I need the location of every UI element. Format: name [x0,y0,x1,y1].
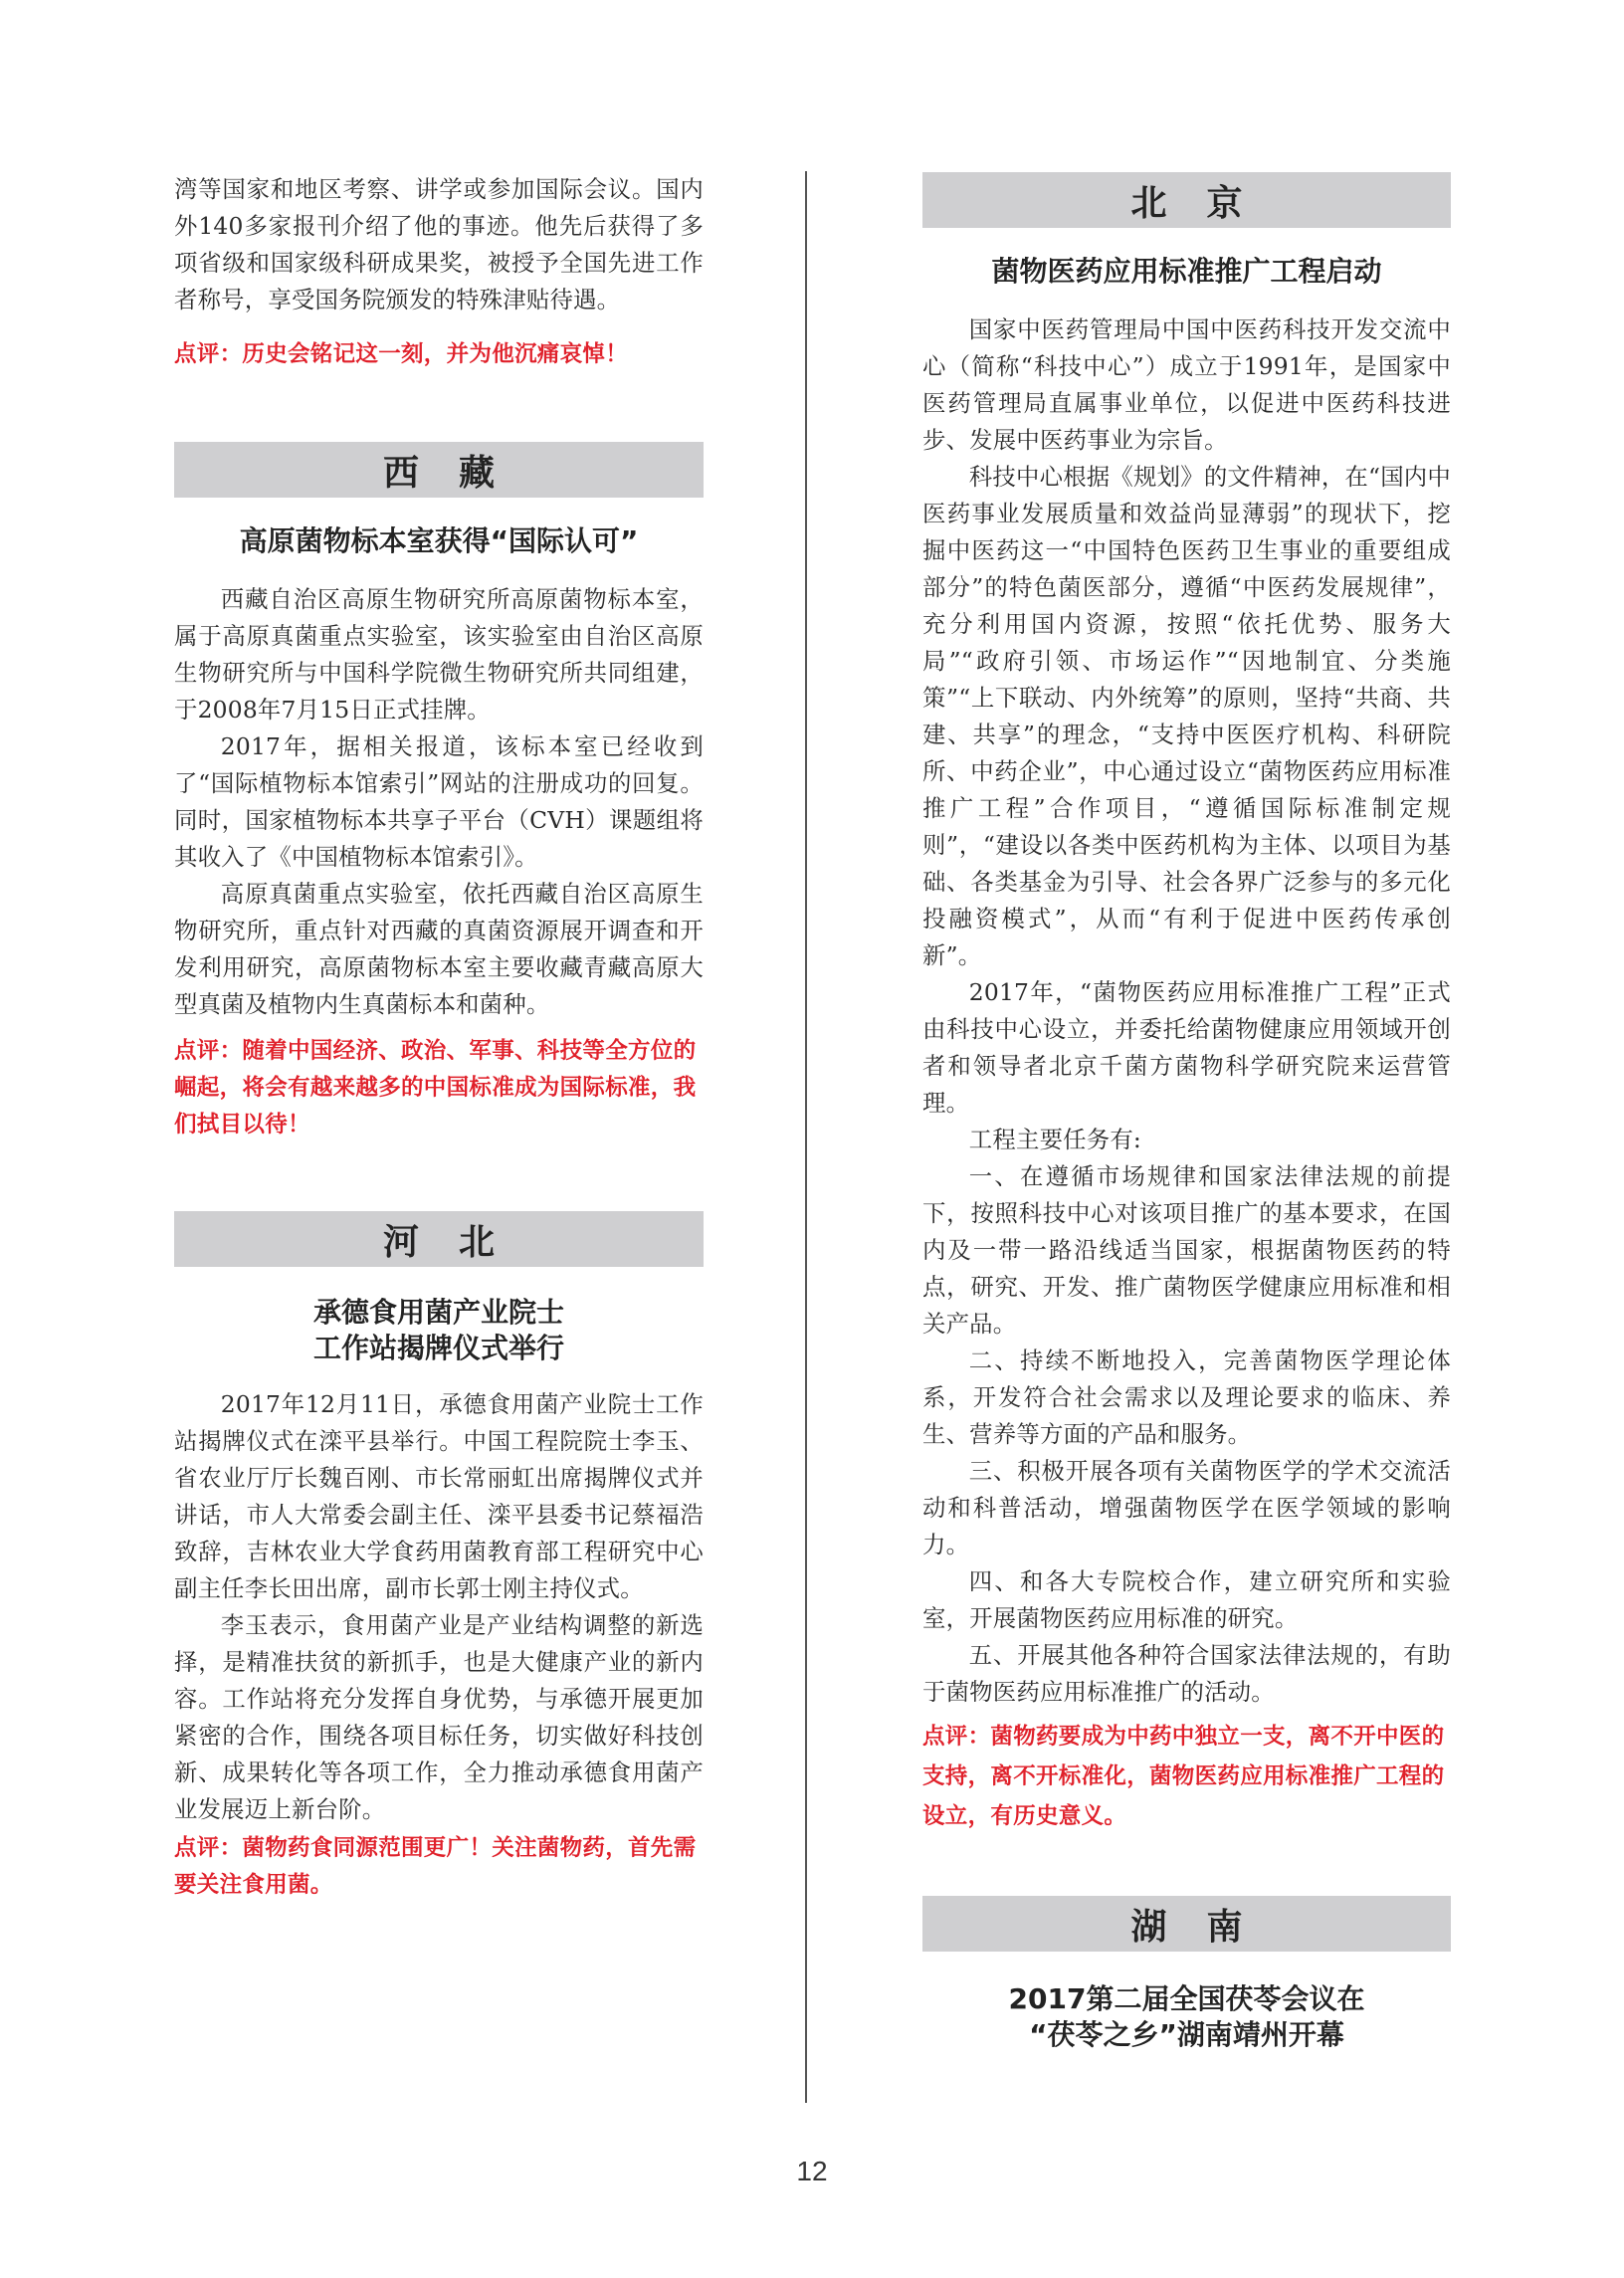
article-paragraph: 2017年12月11日，承德食用菌产业院士工作站揭牌仪式在滦平县举行。中国工程院院士李玉、省农业厅厅长魏百刚、市长常丽虹出席揭牌仪式并讲话，市人大常委会副主任、滦平县委书记蔡福浩致辞，吉林农业大学食药用菌教育部工程研究中心副主任李长田出席，副市长郭士刚主持仪式。 [174,1390,704,1602]
article-hebei [174,1386,704,1828]
section-band-hebei [174,1211,704,1267]
section-title-beijing: 北京 [1130,182,1283,224]
column-divider [805,171,807,2103]
headline-hebei [174,1295,704,1366]
task-item-2: 二、持续不断地投入，完善菌物医学理论体系，开发符合社会需求以及理论要求的临床、养生、营养等方面的产品和服务。 [922,1346,1451,1448]
left-column [174,171,704,1904]
headline-hebei-line2: 工作站揭牌仪式举行 [312,1332,564,1364]
headline-beijing: 菌物医药应用标准推广工程启动 [991,255,1382,288]
article-paragraph: 李玉表示，食用菌产业是产业结构调整的新选择，是精准扶贫的新抓手，也是大健康产业的新内容。工作站将充分发挥自身优势，与承德开展更加紧密的合作，围绕各项目标任务，切实做好科技创新、成果转化等各项工作，全力推动承德食用菌产业发展迈上新台阶。 [174,1611,704,1823]
article-paragraph: 西藏自治区高原生物研究所高原菌物标本室，属于高原真菌重点实验室，该实验室由自治区高原生物研究所与中国科学院微生物研究所共同组建，于2008年7月15日正式挂牌。 [174,585,704,724]
right-column [922,171,1451,2053]
article-paragraph: 工程主要任务有: [968,1126,1142,1153]
intro-paragraph: 湾等国家和地区考察、讲学或参加国际会议。国内外140多家报刊介绍了他的事迹。他先后获得了多项省级和国家级科研成果奖，被授予全国先进工作者称号，享受国务院颁发的特殊津贴待遇。 [174,175,704,313]
article-paragraph: 国家中医药管理局中国中医药科技开发交流中心（简称“科技中心”）成立于1991年，是国家中医药管理局直属事业单位，以促进中医药科技进步、发展中医药事业为宗旨。 [922,315,1451,454]
article-paragraph: 科技中心根据《规划》的文件精神，在“国内中医药事业发展质量和效益尚显薄弱”的现状下，挖掘中医药这一“中国特色医药卫生事业的重要组成部分”的特色菌医部分，遵循“中医药发展规律”，充分利用国内资源，按照“依托优势、服务大局”“政府引领、市场运作”“因地制宜、分类施策”“上下联动、内外统筹”的原则，坚持“共商、共建、共享”的理念，“支持中医医疗机构、科研院所、中药企业”，中心通过设立“菌物医药应用标准推广工程”合作项目，“遵循国际标准制定规则”，“建设以各类中医药机构为主体、以项目为基础、各类基金为引导、社会各界广泛参与的多元化投融资模式”，从而“有利于促进中医药传承创新”。 [922,463,1451,969]
comment-tibet: 点评：随着中国经济、政治、军事、科技等全方位的崛起，将会有越来越多的中国标准成为国际标准，我们拭目以待！ [174,1038,697,1138]
section-band-hunan [922,1896,1451,1952]
section-title-tibet: 西藏 [382,452,534,494]
headline-hunan-line1: 2017第二届全国茯苓会议在 [1008,1982,1365,2015]
section-band-beijing [922,172,1451,228]
section-band-tibet [174,442,704,498]
task-item-1: 一、在遵循市场规律和国家法律法规的前提下，按照科技中心对该项目推广的基本要求，在国内及一带一路沿线适当国家，根据菌物医药的特点，研究、开发、推广菌物医学健康应用标准和相关产品。 [922,1162,1451,1338]
headline-hebei-line1: 承德食用菌产业院士 [312,1296,564,1329]
page-number: 12 [796,2156,828,2186]
article-paragraph: 2017年，据相关报道，该标本室已经收到了“国际植物标本馆索引”网站的注册成功的回复。同时，国家植物标本共享子平台（CVH）课题组将其收入了《中国植物标本馆索引》。 [174,732,704,871]
task-item-4: 四、和各大专院校合作，建立研究所和实验室，开展菌物医药应用标准的研究。 [922,1567,1451,1632]
intro-comment: 点评：历史会铭记这一刻，并为他沉痛哀悼！ [174,341,629,367]
section-title-hunan: 湖南 [1130,1906,1283,1948]
comment-beijing: 点评：菌物药要成为中药中独立一支，离不开中医的支持，离不开标准化，菌物医药应用标准推广工程的设立，有历史意义。 [922,1724,1445,1829]
headline-hunan [922,1981,1451,2053]
article-tibet [174,581,704,1023]
article-paragraph: 2017年，“菌物医药应用标准推广工程”正式由科技中心设立，并委托给菌物健康应用领域开创者和领导者北京千菌方菌物科学研究院来运营管理。 [922,978,1451,1117]
task-item-3: 三、积极开展各项有关菌物医学的学术交流活动和科普活动，增强菌物医学在医学领域的影响力。 [922,1457,1451,1558]
section-title-hebei: 河北 [382,1221,534,1263]
headline-tibet: 高原菌物标本室获得“国际认可” [239,524,639,557]
comment-hebei: 点评：菌物药食同源范围更广！关注菌物药，首先需要关注食用菌。 [174,1835,697,1898]
article-beijing [922,311,1451,1711]
task-item-5: 五、开展其他各种符合国家法律法规的，有助于菌物医药应用标准推广的活动。 [922,1641,1451,1706]
headline-hunan-line2: “茯苓之乡”湖南靖州开幕 [1029,2018,1344,2051]
article-paragraph: 高原真菌重点实验室，依托西藏自治区高原生物研究所，重点针对西藏的真菌资源展开调查和开发利用研究，高原菌物标本室主要收藏青藏高原大型真菌及植物内生真菌标本和菌种。 [174,880,704,1018]
